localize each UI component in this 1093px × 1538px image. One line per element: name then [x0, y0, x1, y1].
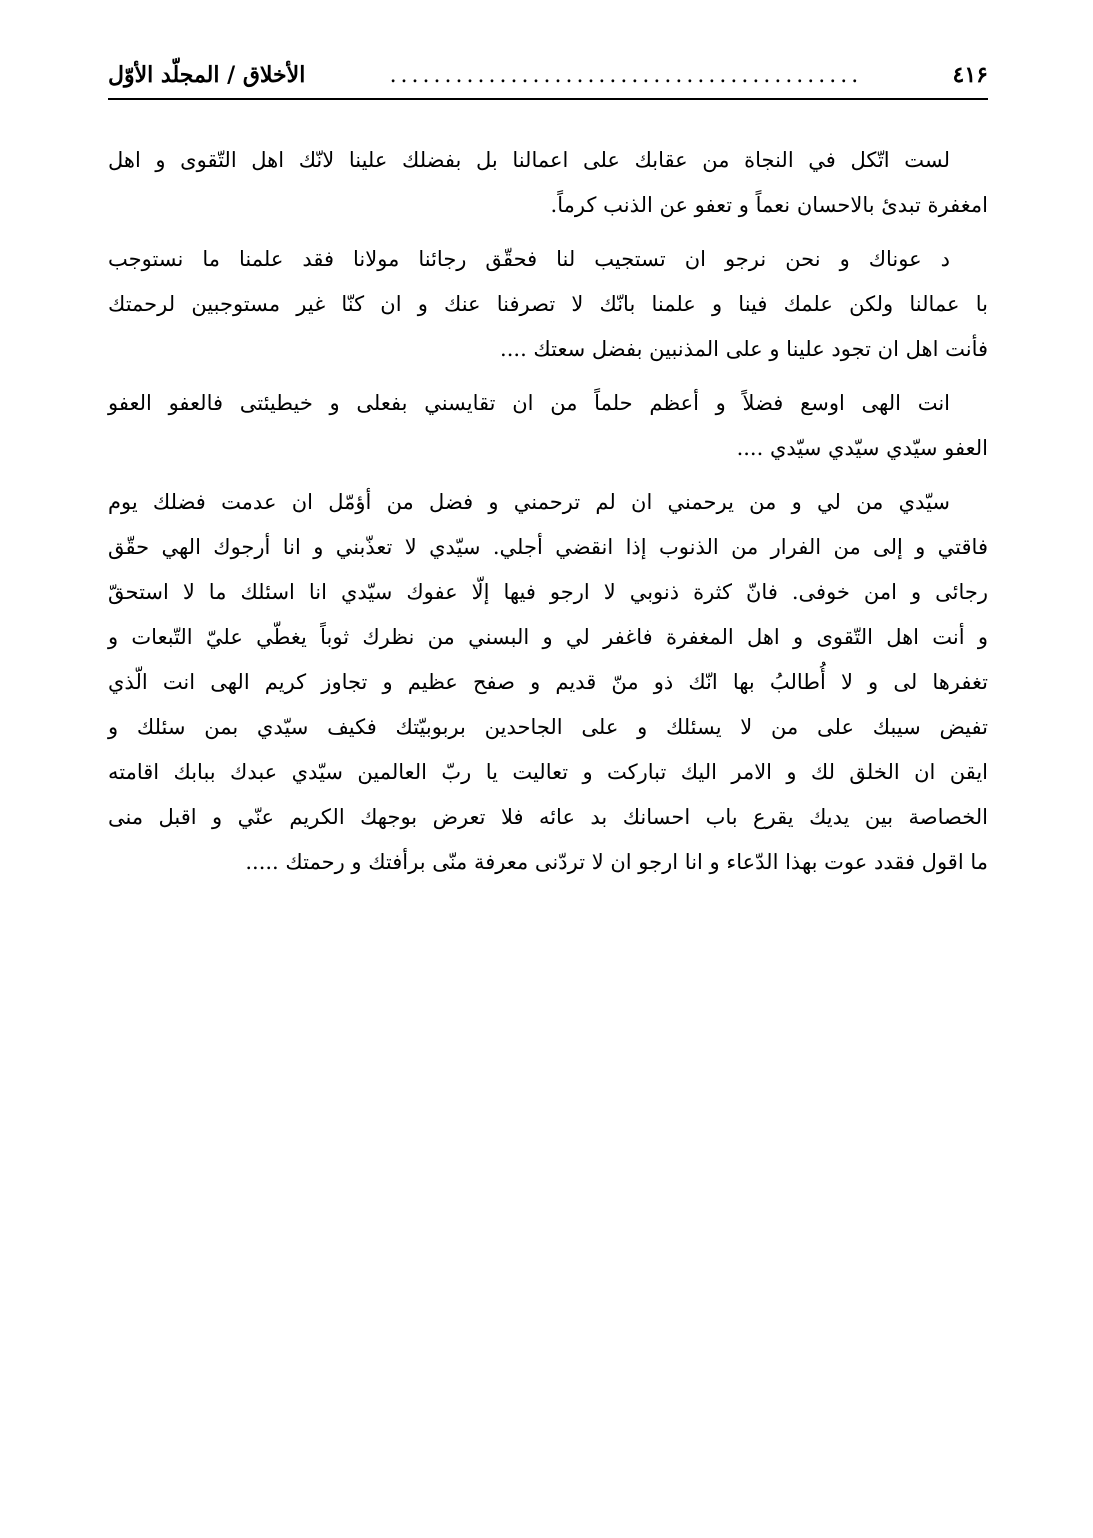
body-text [108, 138, 988, 885]
text-line: امغفرة تبدئ بالاحسان نعماً و تعفو عن الذنب كرماً. [550, 193, 988, 217]
text-line: و أنت اهل التّقوى و اهل المغفرة فاغفر لي و البسني من نظرك ثوباً يغطّي عليّ التّبعات و [108, 625, 988, 649]
paragraph [108, 138, 988, 228]
text-line: تفيض سيبك على من لا يسئلك و على الجاحدين بربوبيّتك فكيف سيّدي بمن سئلك و [108, 715, 988, 739]
paragraph [108, 237, 988, 372]
paragraph [108, 480, 988, 885]
text-line: الخصاصة بين يديك يقرع باب احسانك بد عائه فلا تعرض بوجهك الكريم عنّي و اقبل منى [108, 805, 988, 829]
text-line: سيّدي من لي و من يرحمني ان لم ترحمني و فضل من أؤمّل ان عدمت فضلك يوم [108, 490, 950, 514]
header-leader-dots: ........................................... [389, 62, 863, 88]
text-line: رجائى و امن خوفى. فانّ كثرة ذنوبي لا ارجو فيها إلّا عفوك سيّدي انا اسئلك ما لا استحقّ [108, 580, 988, 604]
text-line: فاقتي و إلى من الفرار من الذنوب إذا انقضي أجلي. سيّدي لا تعذّبني و انا أرجوك الهي حقّق [108, 535, 988, 559]
text-line: انت الهى اوسع فضلاً و أعظم حلماً من ان تقايسني بفعلى و خيطيئتى فالعفو العفو [108, 391, 950, 415]
page-number: ٤١۶ [952, 62, 988, 88]
text-line: لست اتّكل في النجاة من عقابك على اعمالنا بل بفضلك علينا لانّك اهل التّقوى و اهل [108, 148, 950, 172]
text-line: ايقن ان الخلق لك و الامر اليك تباركت و تعاليت يا ربّ العالمين سيّدي عبدك ببابك اقامته [108, 760, 988, 784]
page-header [108, 52, 988, 100]
text-line: تغفرها لى و لا أُطالبُ بها انّك ذو منّ قديم و صفح عظيم و تجاوز كريم الهى انت الّذي [108, 670, 988, 694]
text-line: با عمالنا ولكن علمك فينا و علمنا بانّك لا تصرفنا عنك و ان كنّا غير مستوجبين لرحمتك [108, 292, 988, 316]
text-line: د عوناك و نحن نرجو ان تستجيب لنا فحقّق رجائنا مولانا فقد علمنا ما نستوجب [108, 247, 950, 271]
text-line: العفو سيّدي سيّدي سيّدي .... [736, 436, 988, 460]
running-title: الأخلاق / المجلّد الأوّل [108, 62, 306, 88]
text-line: ما اقول فقدد عوت بهذا الدّعاء و انا ارجو ان لا تردّنى معرفة منّى برأفتك و رحمتك ..... [245, 850, 988, 874]
text-line: فأنت اهل ان تجود علينا و على المذنبين بفضل سعتك .... [500, 337, 988, 361]
paragraph [108, 381, 988, 471]
